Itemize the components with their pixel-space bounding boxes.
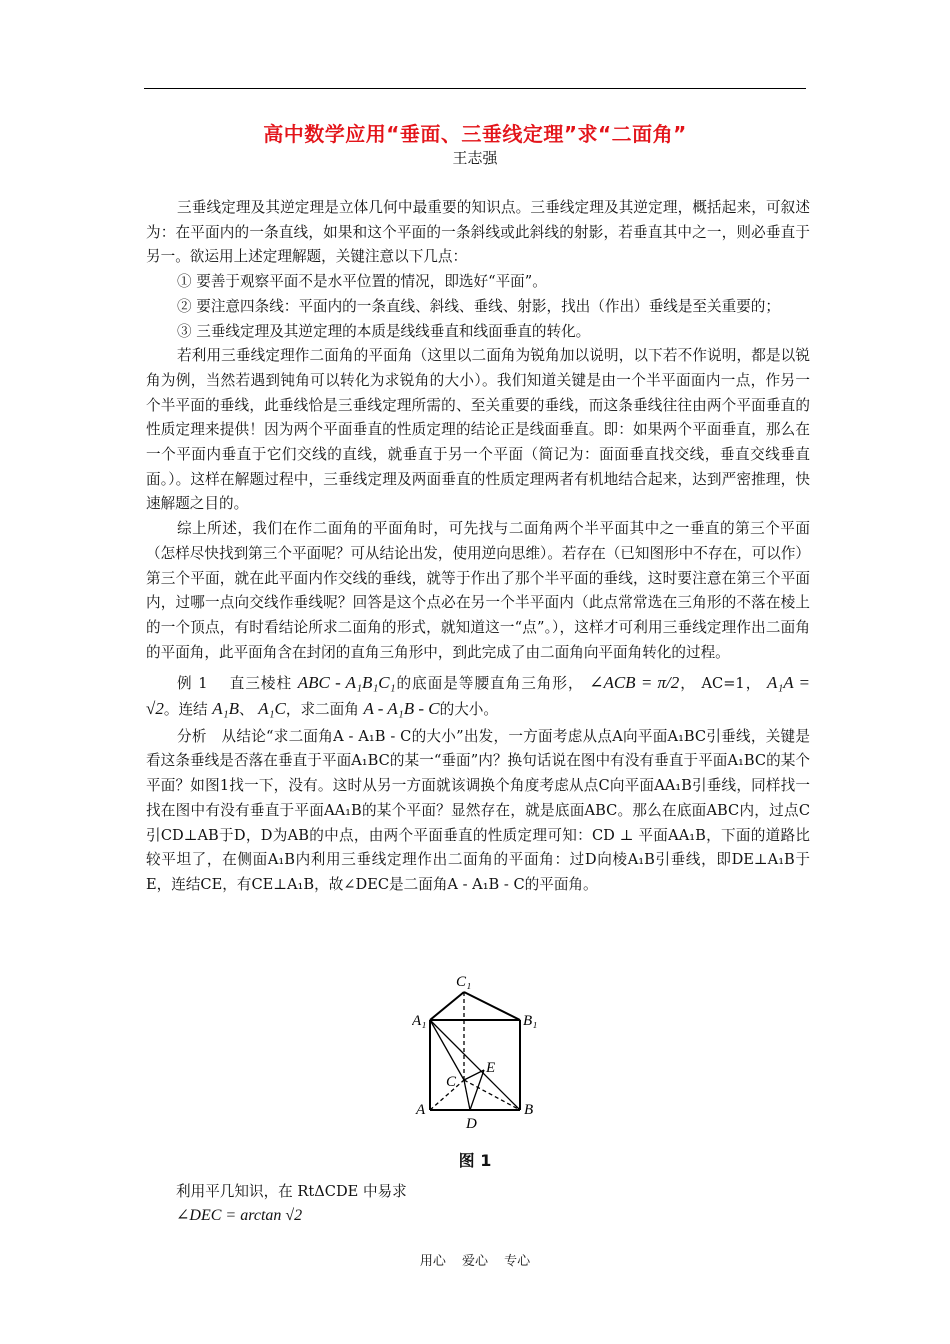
example-1: 例 1 直三棱柱 ABC - A₁B₁C₁的底面是等腰直角三角形， ∠ACB = π/2， AC=1， A₁A = √2。连结 A₁B、 A₁C，求二面角 A - A₁B - C的大小。 <box>146 673 811 719</box>
label-d: D <box>466 1116 477 1132</box>
label-b1: B₁ <box>523 1013 538 1029</box>
edge-formula: A₁A = √2 <box>146 673 811 719</box>
prism-figure <box>412 968 552 1138</box>
paragraph-method: 若利用三垂线定理作二面角的平面角（这里以二面角为锐角加以说明，以下若不作说明，都是以锐角为例，当然若遇到钝角可以转化为求锐角的大小）。我们知道关键是由一个半平面面内一点，作另一个半平面的垂线，此垂线恰是三垂线定理所需的、至关重要的垂线，而这条垂线往往由两个平面垂直的性质定理来提供！因为两个平面垂直的性质定理的结论正是线面垂直。即：如果两个平面垂直，那么在一个平面内垂直于它们交线的直线，就垂直于另一个平面（简记为：面面垂直找交线，垂直交线垂直面。）。这样在解题过程中，三垂线定理及两面垂直的性质定理两者有机地结合起来，达到严密推理，快速解题之目的。 <box>146 347 810 513</box>
paragraph-intro: 三垂线定理及其逆定理是立体几何中最重要的知识点。三垂线定理及其逆定理，概括起来，可叙述为：在平面内的一条直线，如果和这个平面的一条斜线或此斜线的射影，若垂直其中之一，则必垂直于另一。欲运用上述定理解题，关键注意以下几点： <box>146 199 810 266</box>
paragraph-point-3: ③ 三垂线定理及其逆定理的本质是线线垂直和线面垂直的转化。 <box>177 322 591 340</box>
conclusion-formula: ∠DEC = arctan √2 <box>176 1207 303 1224</box>
paragraph-analysis: 分析 从结论“求二面角A - A₁B - C的大小”出发，一方面考虑从点A向平面A₁BC引垂线，关键是看这条垂线是否落在垂直于平面A₁BC的某一“垂面”内？换句话说在图中有没有垂直于平面A₁BC的某个平面？如图1找一下，没有。这时从另一方面就该调换个角度考虑从点C向平面AA₁B引垂线，同样找一找在图中有没有垂直于平面AA₁B的某个平面？显然存在，就是底面ABC。那么在底面ABC内，过点C引CD⊥AB于D，D为AB的中点，由两个平面垂直的性质定理可知：CD ⊥ 平面AA₁B，下面的道路比较平坦了，在侧面A₁B内利用三垂线定理作出二面角的平面角：过D向棱A₁B引垂线，即DE⊥A₁B于E，连结CE，有CE⊥A₁B，故∠DEC是二面角A - A₁B - C的平面角。 <box>146 727 810 893</box>
header-rule <box>144 88 806 89</box>
label-e: E <box>486 1060 496 1076</box>
document-title: 高中数学应用“垂面、三垂线定理”求“二面角” <box>263 122 687 146</box>
angle-formula: ∠ACB = π/2 <box>589 673 680 693</box>
example-label: 例 1 <box>177 675 208 693</box>
page-footer: 用心 爱心 专心 <box>419 1254 531 1269</box>
conclusion <box>176 1180 407 1228</box>
label-a: A <box>416 1102 426 1118</box>
figure-caption: 图 1 <box>458 1151 492 1170</box>
paragraph-point-1: ① 要善于观察平面不是水平位置的情况，即选好“平面”。 <box>177 273 547 291</box>
label-c1: C₁ <box>456 974 472 990</box>
label-c: C <box>446 1074 457 1090</box>
segment-a1b: A₁B <box>212 699 239 719</box>
conclusion-line-1: 利用平几知识，在 RtΔCDE 中易求 <box>176 1183 407 1200</box>
label-a1: A₁ <box>412 1013 427 1029</box>
document-body <box>146 196 810 898</box>
dihedral-formula: A - A₁B - C <box>363 699 440 719</box>
author-name: 王志强 <box>452 149 498 167</box>
paragraph-summary: 综上所述，我们在作二面角的平面角时，可先找与二面角两个半平面其中之一垂直的第三个平面（怎样尽快找到第三个平面呢？可从结论出发，使用逆向思维）。若存在（已知图形中不存在，可以作）第三个平面，就在此平面内作交线的垂线，就等于作出了那个半平面的垂线，这时要注意在第三个平面内，过哪一点向交线作垂线呢？回答是这个点必在另一个半平面内（此点常常选在三角形的不落在棱上的一个顶点，有时看结论所求二面角的形式，就知道这一“点”。），这样才可利用三垂线定理作出二面角的平面角，此平面角含在封闭的直角三角形中，到此完成了由二面角向平面角转化的过程。 <box>146 520 811 661</box>
segment-a1c: A₁C <box>258 699 286 719</box>
prism-formula: ABC - A₁B₁C₁ <box>297 673 396 693</box>
paragraph-point-2: ② 要注意四条线：平面内的一条直线、斜线、垂线、射影，找出（作出）垂线是至关重要的； <box>177 297 780 315</box>
label-b: B <box>524 1102 534 1118</box>
